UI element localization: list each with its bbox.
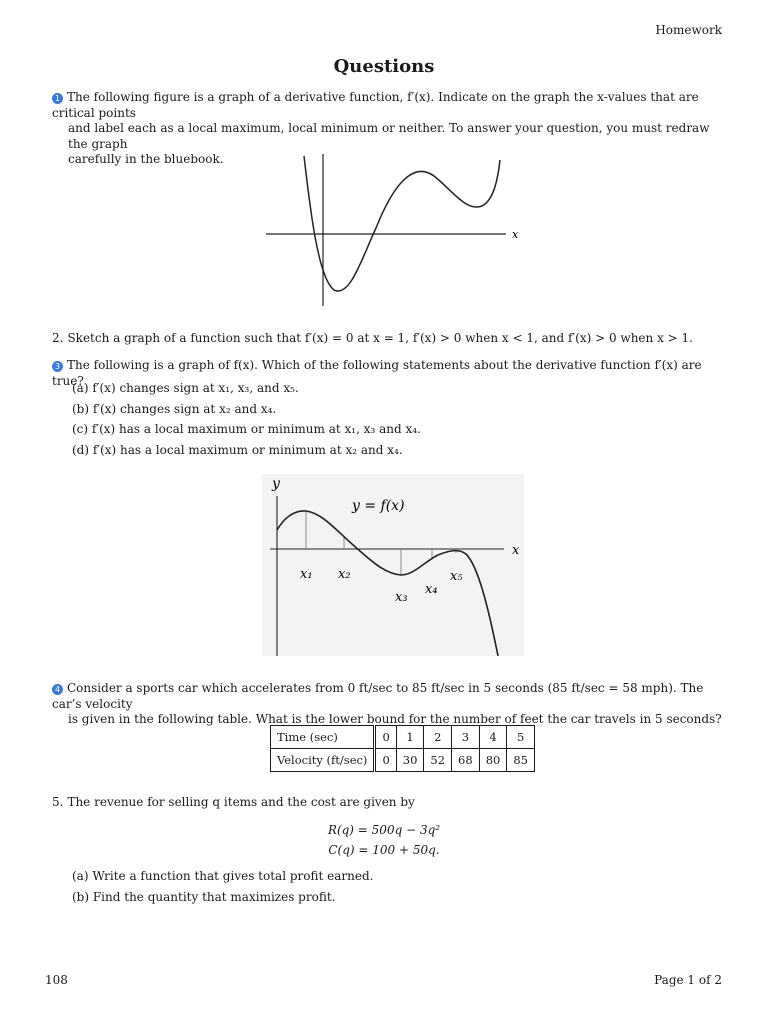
question-1-marker: 1 <box>52 93 63 104</box>
option-a: (a) Write a function that gives total profit earned. <box>72 869 374 883</box>
question-4-marker: 4 <box>52 684 63 695</box>
question-3-options <box>72 378 421 460</box>
table-row <box>271 726 535 749</box>
table-cell: 80 <box>479 749 507 772</box>
option-b: (b) Find the quantity that maximizes profit. <box>72 889 336 904</box>
table-cell: 1 <box>396 726 424 749</box>
footer-page-number: Page 1 of 2 <box>654 973 722 987</box>
option-b: (b) f′(x) changes sign at x₂ and x₄. <box>72 401 277 416</box>
question-1-line2: and label each as a local maximum, local minimum or neither. To answer your question, you must redraw the graph <box>68 121 710 151</box>
option-c: (c) f′(x) has a local maximum or minimum at x₁, x₃ and x₄. <box>72 422 421 436</box>
page-title: Questions <box>333 56 435 77</box>
question-2-number: 2. <box>52 331 64 345</box>
table-cell: 0 <box>375 726 396 749</box>
cost-equation: C(q) = 100 + 50q. <box>328 843 440 857</box>
question-5-number: 5. <box>52 795 64 809</box>
table-cell: 3 <box>452 726 480 749</box>
question-3-marker: 3 <box>52 361 63 372</box>
graph2-y-label: y <box>272 476 280 492</box>
question-1-line1: The following figure is a graph of a derivative function, f′(x). Indicate on the graph the x-values that are critical points <box>52 90 699 120</box>
footer-page-code: 108 <box>45 973 68 987</box>
revenue-equation: R(q) = 500q − 3q² <box>327 823 441 837</box>
question-3-text: The following is a graph of f(x). Which of the following statements about the derivative function f′(x) are true? <box>52 358 702 388</box>
question-2 <box>52 331 732 347</box>
table-cell: 5 <box>507 726 535 749</box>
table-cell: 2 <box>424 726 452 749</box>
point-label-x4: x₄ <box>425 582 438 597</box>
question-4-line2: is given in the following table. What is the lower bound for the number of feet the car travels in 5 seconds? <box>68 712 722 726</box>
table-row <box>271 749 535 772</box>
graph2-curve-label: y = f(x) <box>352 498 405 514</box>
question-5-options <box>72 866 373 907</box>
table-cell: 52 <box>424 749 452 772</box>
point-label-x2: x₂ <box>338 567 351 582</box>
point-label-x5: x₅ <box>450 569 463 584</box>
table-row-label-time: Time (sec) <box>271 726 375 749</box>
option-d: (d) f′(x) has a local maximum or minimum at x₂ and x₄. <box>72 442 403 457</box>
question-1-line3: carefully in the bluebook. <box>68 152 224 166</box>
derivative-graph <box>262 148 532 310</box>
table-cell: 0 <box>375 749 396 772</box>
table-cell: 4 <box>479 726 507 749</box>
question-5 <box>52 795 732 811</box>
question-4-line1: Consider a sports car which accelerates from 0 ft/sec to 85 ft/sec in 5 seconds (85 ft/sec = 58 mph). The car’s velocity <box>52 681 704 711</box>
question-4 <box>52 681 732 728</box>
header-label: Homework <box>655 23 722 37</box>
option-a: (a) f′(x) changes sign at x₁, x₃, and x₅. <box>72 381 299 395</box>
question-5-text: The revenue for selling q items and the cost are given by <box>67 795 415 809</box>
point-label-x1: x₁ <box>300 567 313 582</box>
table-cell: 85 <box>507 749 535 772</box>
table-cell: 68 <box>452 749 480 772</box>
point-label-x3: x₃ <box>395 590 408 605</box>
table-row-label-velocity: Velocity (ft/sec) <box>271 749 375 772</box>
graph2-x-label: x <box>512 543 520 558</box>
function-graph <box>262 474 524 656</box>
question-2-text: Sketch a graph of a function such that f′(x) = 0 at x = 1, f′(x) > 0 when x < 1, and f′(x) > 0 when x > 1. <box>67 331 693 345</box>
velocity-table <box>270 725 535 772</box>
graph1-x-label: x <box>512 228 519 241</box>
table-cell: 30 <box>396 749 424 772</box>
